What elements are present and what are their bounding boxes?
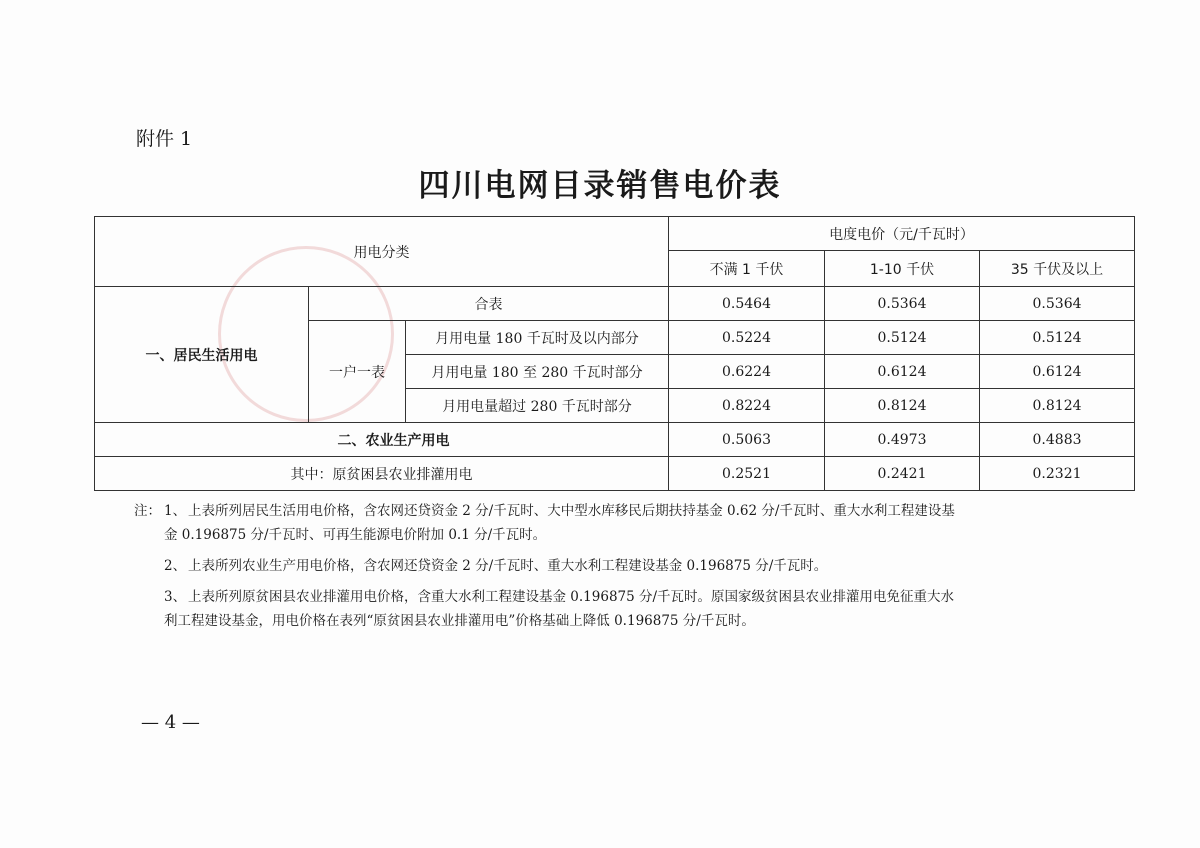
price-cell: 0.8124 <box>980 389 1135 423</box>
tier-label: 月用电量 180 千瓦时及以内部分 <box>406 321 669 355</box>
tier-label: 月用电量超过 280 千瓦时部分 <box>406 389 669 423</box>
price-cell: 0.2421 <box>825 457 980 491</box>
tier-label: 月用电量 180 至 280 千瓦时部分 <box>406 355 669 389</box>
price-cell: 0.2521 <box>669 457 825 491</box>
combined-meter-label: 合表 <box>309 287 669 321</box>
voltage-col-mid: 1-10 千伏 <box>825 251 980 287</box>
table-row <box>95 423 1135 457</box>
price-cell: 0.5063 <box>669 423 825 457</box>
voltage-col-high: 35 千伏及以上 <box>980 251 1135 287</box>
price-cell: 0.5464 <box>669 287 825 321</box>
category-header: 用电分类 <box>95 217 669 287</box>
note-item <box>134 554 1144 578</box>
price-cell: 0.8124 <box>825 389 980 423</box>
page-number: — 4 — <box>141 712 200 733</box>
table-row <box>95 457 1135 491</box>
voltage-col-low: 不满 1 千伏 <box>669 251 825 287</box>
poverty-county-irrigation-label: 其中：原贫困县农业排灌用电 <box>95 457 669 491</box>
price-cell: 0.5364 <box>980 287 1135 321</box>
note-item <box>134 499 1144 523</box>
price-cell: 0.2321 <box>980 457 1135 491</box>
agricultural-label: 二、农业生产用电 <box>95 423 669 457</box>
notes-section <box>134 499 1144 633</box>
attachment-label: 附件 1 <box>136 128 193 150</box>
notes-lead: 注： <box>134 503 161 519</box>
note-item <box>134 585 1144 609</box>
price-cell: 0.8224 <box>669 389 825 423</box>
note-text: 上表所列原贫困县农业排灌用电价格，含重大水利工程建设基金 0.196875 分/千瓦时。原国家级贫困县农业排灌用电免征重大水 <box>188 589 955 605</box>
document-title: 四川电网目录销售电价表 <box>418 168 782 204</box>
note-number: 3、 <box>164 589 187 605</box>
price-cell: 0.4883 <box>980 423 1135 457</box>
table-row <box>95 287 1135 321</box>
note-continuation <box>134 609 1144 633</box>
price-cell: 0.5364 <box>825 287 980 321</box>
note-text: 利工程建设基金，用电价格在表列“原贫困县农业排灌用电”价格基础上降低 0.196875 分/千瓦时。 <box>164 613 755 629</box>
price-header: 电度电价（元/千瓦时） <box>669 217 1135 251</box>
residential-label: 一、居民生活用电 <box>95 287 309 423</box>
price-cell: 0.5124 <box>980 321 1135 355</box>
price-cell: 0.5224 <box>669 321 825 355</box>
price-cell: 0.6124 <box>825 355 980 389</box>
note-text: 金 0.196875 分/千瓦时、可再生能源电价附加 0.1 分/千瓦时。 <box>164 527 547 543</box>
note-number: 2、 <box>164 558 187 574</box>
note-text: 上表所列居民生活用电价格，含农网还贷资金 2 分/千瓦时、大中型水库移民后期扶持基金 0.62 分/千瓦时、重大水利工程建设基 <box>188 503 955 519</box>
price-cell: 0.5124 <box>825 321 980 355</box>
note-continuation <box>134 523 1144 547</box>
price-cell: 0.6224 <box>669 355 825 389</box>
note-text: 上表所列农业生产用电价格，含农网还贷资金 2 分/千瓦时、重大水利工程建设基金 0.196875 分/千瓦时。 <box>188 558 828 574</box>
price-cell: 0.4973 <box>825 423 980 457</box>
price-cell: 0.6124 <box>980 355 1135 389</box>
per-household-label: 一户一表 <box>309 321 406 423</box>
table-header-row <box>95 217 1135 251</box>
electricity-price-table <box>94 216 1135 491</box>
note-number: 1、 <box>164 503 187 519</box>
